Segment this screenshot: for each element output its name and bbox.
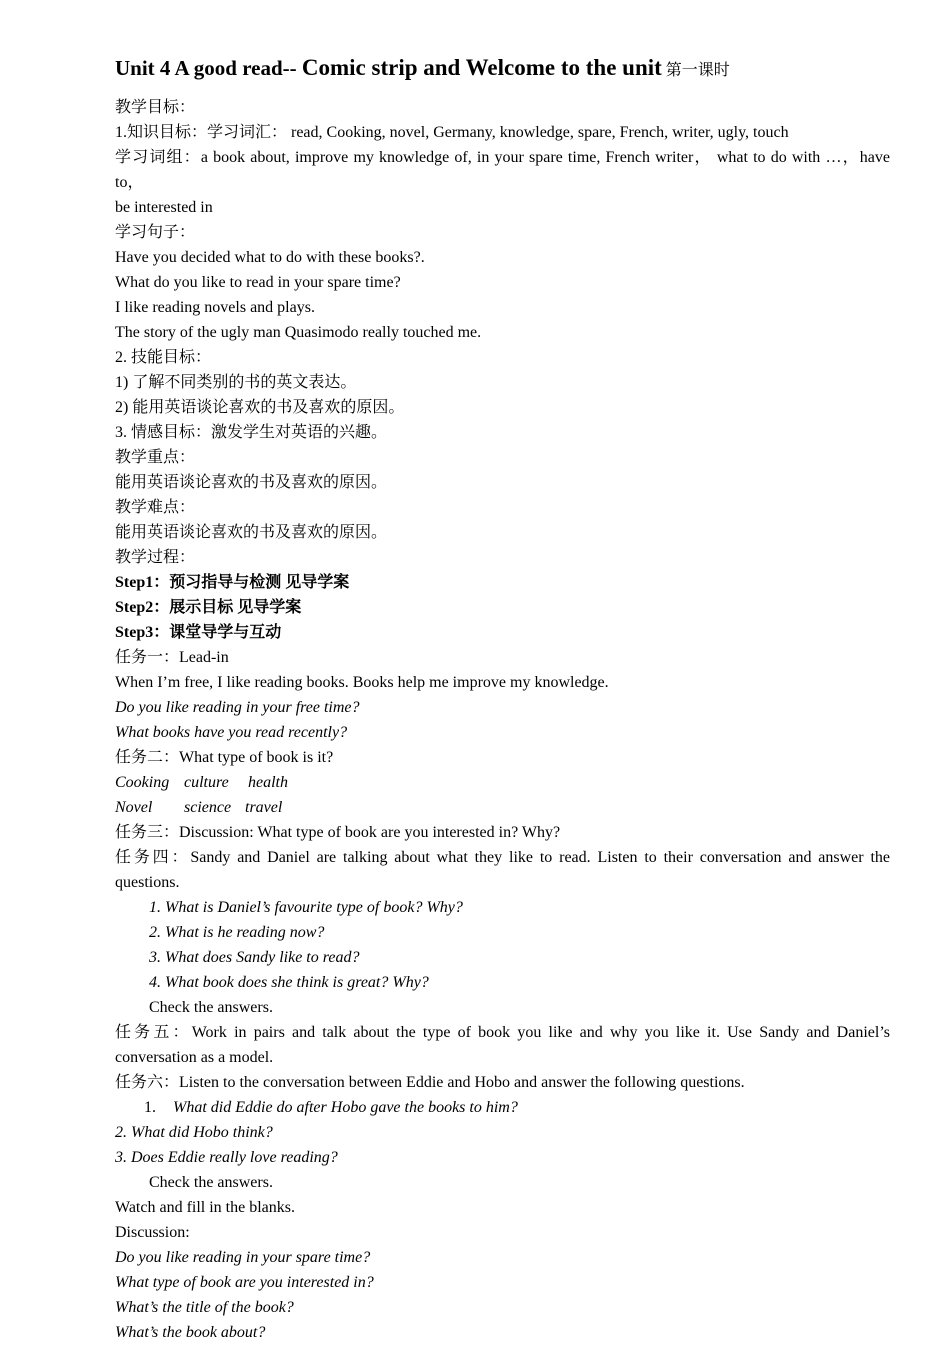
task-1-heading: 任务一：Lead-in — [115, 649, 229, 666]
task-2-heading: 任务二：What type of book is it? — [115, 749, 334, 766]
key-text: 能用英语谈论喜欢的书及喜欢的原因。 — [115, 474, 388, 491]
discussion-question-1: Do you like reading in your spare time? — [115, 1249, 371, 1266]
task-4-question-4: 4. What book does she think is great? Why? — [149, 974, 429, 991]
sentence-2: What do you like to read in your spare time? — [115, 274, 401, 291]
goals-heading: 教学目标： — [115, 99, 196, 116]
emotion-goal: 3. 情感目标：激发学生对英语的兴趣。 — [115, 424, 388, 441]
book-type: Novel — [115, 799, 153, 816]
document-title — [115, 52, 890, 87]
sentence-1: Have you decided what to do with these books?. — [115, 249, 425, 266]
task-3-heading: 任务三：Discussion: What type of book are you interested in? Why? — [115, 824, 561, 841]
check-answers-2: Check the answers. — [149, 1174, 273, 1191]
task-4-question-3: 3. What does Sandy like to read? — [149, 949, 360, 966]
discussion-question-2: What type of book are you interested in? — [115, 1274, 374, 1291]
document-page — [115, 52, 890, 1345]
sentences-heading: 学习句子： — [115, 224, 196, 241]
question-text: What did Eddie do after Hobo gave the books to him? — [173, 1099, 518, 1116]
discussion-question-4: What’s the book about? — [115, 1324, 266, 1341]
task-1-question-1: Do you like reading in your free time? — [115, 699, 360, 716]
task-4-question-1: 1. What is Daniel’s favourite type of book? Why? — [149, 899, 463, 916]
title-lesson: Comic strip and Welcome to the unit — [301, 55, 662, 80]
task-6-heading: 任务六：Listen to the conversation between Eddie and Hobo and answer the following questions. — [115, 1074, 745, 1091]
task-5-heading: 任务五：Work in pairs and talk about the type of book you like and why you like it. Use Sandy and Daniel’s conversation as a model. — [115, 1024, 890, 1066]
sentence-4: The story of the ugly man Quasimodo really touched me. — [115, 324, 482, 341]
task-6-question-1 — [115, 1095, 890, 1120]
task-4-question-2: 2. What is he reading now? — [149, 924, 325, 941]
skill-1: 1) 了解不同类别的书的英文表达。 — [115, 374, 357, 391]
task-1-text: When I’m free, I like reading books. Books help me improve my knowledge. — [115, 674, 609, 691]
book-type: travel — [245, 799, 283, 816]
discussion-heading: Discussion: — [115, 1224, 190, 1241]
process-heading: 教学过程： — [115, 549, 196, 566]
step-1: Step1：预习指导与检测 见导学案 — [115, 574, 350, 591]
book-type: health — [248, 774, 288, 791]
title-period: 第一课时 — [661, 62, 730, 79]
task-6-question-2: 2. What did Hobo think? — [115, 1124, 273, 1141]
task-4-heading: 任务四：Sandy and Daniel are talking about what they like to read. Listen to their conversation and answer the questions. — [115, 849, 890, 891]
phrases-continued: be interested in — [115, 199, 213, 216]
difficulty-text: 能用英语谈论喜欢的书及喜欢的原因。 — [115, 524, 388, 541]
watch-instruction: Watch and fill in the blanks. — [115, 1199, 295, 1216]
skill-heading: 2. 技能目标： — [115, 349, 212, 366]
book-type: culture — [184, 774, 229, 791]
task-6-question-3: 3. Does Eddie really love reading? — [115, 1149, 338, 1166]
book-types-row-2 — [115, 795, 890, 820]
skill-2: 2) 能用英语谈论喜欢的书及喜欢的原因。 — [115, 399, 405, 416]
sentence-3: I like reading novels and plays. — [115, 299, 315, 316]
step-3: Step3：课堂导学与互动 — [115, 624, 282, 641]
book-type: science — [184, 799, 232, 816]
difficulty-heading: 教学难点： — [115, 499, 196, 516]
step-2: Step2：展示目标 见导学案 — [115, 599, 302, 616]
title-unit: Unit 4 A good read-- — [115, 56, 302, 80]
discussion-question-3: What’s the title of the book? — [115, 1299, 294, 1316]
book-type: Cooking — [115, 774, 170, 791]
book-types-row-1 — [115, 770, 890, 795]
key-heading: 教学重点： — [115, 449, 196, 466]
question-number: 1. — [144, 1099, 156, 1116]
vocab-line: 1.知识目标：学习词汇： read, Cooking, novel, Germany, knowledge, spare, French, writer, ugly, touch — [115, 124, 789, 141]
task-1-question-2: What books have you read recently? — [115, 724, 348, 741]
phrases-line: 学习词组：a book about, improve my knowledge of, in your spare time, French writer， what to do with …，have to， — [115, 149, 890, 191]
check-answers-1: Check the answers. — [149, 999, 273, 1016]
